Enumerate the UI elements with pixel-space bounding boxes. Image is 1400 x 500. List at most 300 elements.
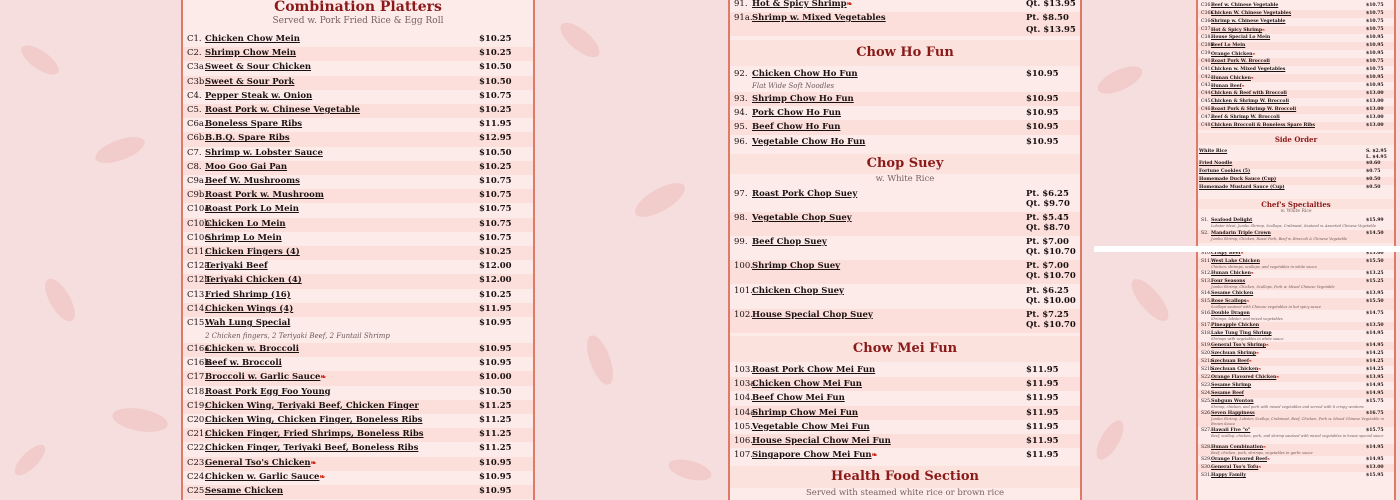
menu-item-row xyxy=(1198,472,1394,480)
item-name[interactable] xyxy=(205,274,302,287)
item-name[interactable] xyxy=(1211,18,1285,26)
item-name-text: Chicken Wings (4) xyxy=(205,303,294,314)
item-name[interactable] xyxy=(1211,382,1251,389)
item-price: $10.95 xyxy=(1366,75,1384,80)
item-price: $12.95 xyxy=(479,133,512,144)
menu-item-row xyxy=(1198,456,1394,464)
menu-item-row xyxy=(183,203,533,217)
item-name[interactable] xyxy=(752,261,840,271)
item-name-text: Sesame Chicken xyxy=(1211,291,1254,296)
item-number: C48. xyxy=(1201,123,1212,128)
menu-item-row xyxy=(1198,82,1394,90)
item-name-text: Chicken & Shrimp W. Broccoli xyxy=(1211,99,1289,104)
menu-item-row xyxy=(1198,10,1394,18)
item-name[interactable] xyxy=(1211,270,1254,277)
menu-item-row xyxy=(730,67,1080,92)
menu-item-row xyxy=(183,189,533,203)
item-number: S29. xyxy=(1201,457,1212,462)
menu-item-row xyxy=(183,90,533,104)
item-name[interactable] xyxy=(205,232,282,245)
item-number: C13. xyxy=(187,289,208,300)
menu-item-row xyxy=(730,448,1080,462)
item-name-text: Chicken w. Broccoli xyxy=(205,344,299,354)
item-number: 104. xyxy=(734,393,753,404)
item-number: 106. xyxy=(734,436,753,446)
item-price: $13.00 xyxy=(1366,465,1384,470)
menu-item-row xyxy=(730,0,1080,12)
menu-item-row xyxy=(183,289,533,303)
item-price: $14.95 xyxy=(1366,391,1384,396)
menu-item-row xyxy=(1198,390,1394,398)
item-number: S26. xyxy=(1201,411,1212,416)
item-name[interactable] xyxy=(205,357,282,370)
menu-item-row xyxy=(1198,177,1394,185)
item-description: Shrimp, chicken, and pork with mixed vegetables and served with 8 crispy wontons xyxy=(1211,405,1364,409)
item-name[interactable] xyxy=(205,61,311,74)
item-name[interactable] xyxy=(1211,106,1296,114)
item-name[interactable] xyxy=(205,104,360,117)
item-name[interactable] xyxy=(1211,2,1278,10)
item-number: C24. xyxy=(187,471,208,482)
item-price: $10.25 xyxy=(479,105,512,115)
menu-item-row xyxy=(730,120,1080,134)
item-name-text: Chicken W. Chinese Vegetables xyxy=(1211,11,1292,16)
item-name[interactable] xyxy=(1211,456,1270,463)
item-price: $10.95 xyxy=(479,344,512,354)
menu-item-row xyxy=(730,420,1080,434)
item-name[interactable] xyxy=(205,317,290,330)
menu-item-row xyxy=(183,33,533,47)
item-name-text: Seven Happiness xyxy=(1211,411,1255,416)
item-price-quart: Qt. $10.70 xyxy=(1026,271,1076,282)
item-price: $14.25 xyxy=(1366,359,1384,364)
side-order-panel xyxy=(1196,0,1396,246)
item-price-quart: Qt. $9.70 xyxy=(1026,198,1070,209)
item-price: $11.95 xyxy=(1026,365,1059,375)
item-name[interactable] xyxy=(1211,464,1261,471)
item-number: 92. xyxy=(734,69,748,79)
item-number: C7. xyxy=(187,147,202,158)
item-number: C38. xyxy=(1201,35,1212,40)
menu-item-row xyxy=(183,104,533,118)
item-name[interactable] xyxy=(1211,330,1272,337)
item-name[interactable] xyxy=(1199,169,1250,175)
item-number: 99. xyxy=(734,237,748,248)
item-number: S11. xyxy=(1201,259,1212,264)
item-number: S23. xyxy=(1201,383,1212,388)
item-name-text: General Tso's Shrimp xyxy=(1211,343,1266,348)
item-number: 98. xyxy=(734,213,748,223)
menu-item-row xyxy=(183,386,533,400)
item-name-text: Fortune Cookies (5) xyxy=(1199,169,1251,174)
item-name-text: Shrimp Lo Mein xyxy=(205,232,282,243)
item-number: C10c. xyxy=(187,232,212,243)
item-price: $16.75 xyxy=(1366,411,1384,416)
item-description: Jumbo Shrimp, Chicken, Scallops, Pork w. Mixed Chinese Vegetable xyxy=(1211,285,1335,289)
item-name[interactable] xyxy=(1211,98,1289,106)
section-title-chefs-specialties: Chef's Specialties xyxy=(1261,200,1331,209)
item-price: $15.25 xyxy=(1366,279,1384,284)
item-name[interactable] xyxy=(205,189,324,202)
item-price: S. $2.95 xyxy=(1366,149,1387,154)
item-number: C9b. xyxy=(187,190,208,201)
menu-item-row xyxy=(1198,310,1394,322)
item-name-text: Roast Pork Egg Foo Young xyxy=(205,386,331,397)
item-name[interactable] xyxy=(752,121,840,133)
item-name[interactable] xyxy=(1211,58,1270,66)
item-number: C36b. xyxy=(1201,11,1215,16)
item-number: C9a. xyxy=(187,176,207,186)
item-name[interactable] xyxy=(1211,358,1252,365)
item-name[interactable] xyxy=(205,414,422,427)
item-name-text: Szechuan Chicken xyxy=(1211,367,1259,372)
menu-item-row xyxy=(1198,18,1394,26)
menu-item-row xyxy=(183,357,533,371)
item-price: Pt. $5.45 xyxy=(1026,213,1069,223)
menu-item-row xyxy=(1198,169,1394,177)
menu-item-row xyxy=(183,274,533,288)
item-name[interactable] xyxy=(1211,390,1244,397)
menu-item-row xyxy=(183,400,533,414)
item-price: $11.95 xyxy=(1026,393,1059,404)
item-number: C5. xyxy=(187,105,202,115)
menu-item-row xyxy=(183,232,533,246)
item-price: $10.00 xyxy=(479,372,512,383)
item-name[interactable] xyxy=(205,343,299,356)
menu-item-row xyxy=(1198,90,1394,98)
item-name[interactable] xyxy=(1211,310,1250,317)
item-name[interactable] xyxy=(205,485,283,498)
item-number: C8. xyxy=(187,161,202,172)
item-name[interactable] xyxy=(205,132,290,145)
item-name-text: Roast Pork w. Chinese Vegetable xyxy=(205,105,360,115)
item-number: C4. xyxy=(187,90,202,101)
item-price: $10.95 xyxy=(1366,43,1384,48)
item-name[interactable] xyxy=(1211,342,1269,349)
item-name[interactable] xyxy=(1211,34,1270,42)
item-name[interactable] xyxy=(752,421,870,433)
item-name[interactable] xyxy=(205,303,293,316)
menu-item-row xyxy=(183,442,533,456)
item-name[interactable] xyxy=(752,107,841,119)
item-name-text: Vegetable Chow Mei Fun xyxy=(752,421,870,432)
item-price: $13.00 xyxy=(1366,107,1384,112)
item-name[interactable] xyxy=(1211,290,1253,297)
item-name[interactable] xyxy=(205,118,302,131)
item-name[interactable] xyxy=(205,203,299,216)
item-name[interactable] xyxy=(1211,298,1250,305)
item-name[interactable] xyxy=(205,246,300,259)
menu-item-row xyxy=(1198,270,1394,278)
item-name-text: Chicken Lo Mein xyxy=(205,218,286,229)
item-name-text: Roast Pork Chop Suey xyxy=(752,188,858,199)
section-title-health-food-band xyxy=(730,466,1080,488)
item-name[interactable] xyxy=(752,136,865,148)
item-name[interactable] xyxy=(752,364,875,376)
item-number: C11. xyxy=(187,247,208,257)
item-price: $14.95 xyxy=(1366,383,1384,388)
item-name[interactable] xyxy=(1211,252,1244,257)
chili-pepper-icon: ❧ xyxy=(1256,351,1260,355)
menu-item-row xyxy=(183,303,533,317)
item-name[interactable] xyxy=(752,189,857,199)
item-name-text: Fried Noodle xyxy=(1199,161,1233,166)
menu-item-row xyxy=(1198,330,1394,342)
item-price: $13.00 xyxy=(1366,99,1384,104)
item-price: $10.95 xyxy=(1026,69,1059,79)
item-number: C42. xyxy=(1201,75,1212,80)
item-price: $15.50 xyxy=(1366,259,1384,264)
item-name[interactable] xyxy=(205,147,323,160)
item-number: S18. xyxy=(1201,331,1212,336)
item-name[interactable] xyxy=(752,93,854,105)
item-number: 93. xyxy=(734,94,748,104)
item-name-text: Rose Scallops xyxy=(1211,299,1247,304)
item-name-text: General Tso's Chicken xyxy=(205,457,311,468)
item-number: S2. xyxy=(1201,231,1209,236)
item-price: $10.75 xyxy=(1366,19,1384,24)
item-name[interactable] xyxy=(752,435,891,447)
item-name[interactable] xyxy=(752,213,852,223)
item-description: Chicken, shrimps, scallops, and vegetables in white sauce xyxy=(1211,265,1317,269)
item-name[interactable] xyxy=(752,68,858,80)
item-price-quart: L. $4.95 xyxy=(1366,154,1387,160)
menu-item-row xyxy=(1198,290,1394,298)
item-number: C46. xyxy=(1201,107,1212,112)
item-name[interactable] xyxy=(1211,278,1245,285)
menu-item-row xyxy=(730,260,1080,284)
item-name[interactable] xyxy=(205,400,419,413)
item-name[interactable] xyxy=(205,175,300,188)
menu-item-row xyxy=(1198,217,1394,230)
section-title-chow-mei-fun: Chow Mei Fun xyxy=(852,341,958,356)
section-title-chow-ho-fun: Chow Ho Fun xyxy=(856,45,954,60)
item-number: C16a. xyxy=(187,344,213,354)
item-price: $13.00 xyxy=(1366,123,1384,128)
item-price: $10.75 xyxy=(479,190,512,201)
item-number: S12. xyxy=(1201,271,1212,276)
item-name[interactable] xyxy=(205,47,296,60)
item-price: $14.95 xyxy=(1366,331,1384,336)
item-name[interactable] xyxy=(1211,427,1250,434)
item-name[interactable] xyxy=(205,260,268,273)
chili-pepper-icon: ❧ xyxy=(1276,375,1280,379)
item-price: $15.99 xyxy=(1366,218,1384,223)
item-number: S20. xyxy=(1201,351,1212,356)
item-name[interactable] xyxy=(1211,410,1255,417)
item-name[interactable] xyxy=(1211,472,1246,479)
item-name[interactable] xyxy=(1211,122,1315,130)
menu-item-row xyxy=(1198,298,1394,310)
item-name[interactable] xyxy=(1211,366,1261,373)
item-name[interactable] xyxy=(1211,398,1254,405)
chili-pepper-icon: ❧ xyxy=(871,451,878,460)
item-number: C19. xyxy=(187,400,208,411)
item-name-text: Beef w. Chinese Vegetable xyxy=(1211,3,1279,8)
item-name[interactable] xyxy=(1211,66,1285,74)
chili-pepper-icon: ❧ xyxy=(1267,457,1271,461)
chili-pepper-icon: ❧ xyxy=(1246,299,1250,303)
item-name[interactable] xyxy=(1199,149,1227,155)
item-name[interactable] xyxy=(205,386,331,399)
item-name[interactable] xyxy=(205,33,300,46)
menu-item-row xyxy=(183,132,533,146)
item-name[interactable] xyxy=(1211,90,1287,98)
item-name[interactable] xyxy=(1199,185,1285,191)
item-number: C10b. xyxy=(187,218,213,229)
item-name-text: Beef Lo Mein xyxy=(1211,43,1246,48)
menu-item-row xyxy=(1198,114,1394,122)
item-name[interactable] xyxy=(205,289,291,302)
item-name[interactable] xyxy=(752,0,852,10)
item-name-text: B.B.Q. Spare Ribs xyxy=(205,133,290,144)
item-price: Pt. $7.25 xyxy=(1026,309,1069,320)
item-price: $10.50 xyxy=(479,62,512,73)
item-name[interactable] xyxy=(752,449,877,461)
menu-item-row xyxy=(1198,366,1394,374)
item-name-text: Beef Chop Suey xyxy=(752,237,827,248)
item-name-text: Hot & Spicy Shrimp xyxy=(1211,28,1263,33)
item-name-text: Hot & Spicy Shrimp xyxy=(752,0,847,9)
item-price: $13.50 xyxy=(1366,323,1384,328)
item-name-text: Happy Family xyxy=(1211,473,1247,478)
item-name[interactable] xyxy=(1211,42,1245,50)
item-price: $13.95 xyxy=(1366,375,1384,380)
item-price: $10.75 xyxy=(479,218,512,229)
menu-item-row xyxy=(183,414,533,428)
item-price: $10.95 xyxy=(479,318,512,328)
item-price: $10.95 xyxy=(1026,94,1059,104)
item-name[interactable] xyxy=(752,407,858,419)
menu-item-row xyxy=(730,285,1080,309)
item-name[interactable] xyxy=(752,237,827,247)
item-name[interactable] xyxy=(1199,177,1276,183)
item-number: 103a. xyxy=(734,379,758,390)
item-name[interactable] xyxy=(752,286,844,296)
item-name-text: Chicken Wing, Teriyaki Beef, Chicken Finger xyxy=(205,400,419,411)
item-name[interactable] xyxy=(1211,444,1266,451)
menu-item-row xyxy=(1198,230,1394,243)
item-name-text: Moo Goo Gai Pan xyxy=(205,161,288,172)
menu-item-row xyxy=(1198,258,1394,270)
item-name-text: General Tso's Tofu xyxy=(1211,465,1259,470)
item-name[interactable] xyxy=(205,428,424,441)
chili-pepper-icon: ❧ xyxy=(1262,28,1266,32)
item-price: $11.25 xyxy=(479,400,512,411)
menu-item-row xyxy=(1198,161,1394,169)
item-price: $10.25 xyxy=(479,48,512,59)
item-number: C25. xyxy=(187,486,208,496)
item-price: $0.60 xyxy=(1366,161,1381,166)
item-number: C36c. xyxy=(1201,19,1215,24)
item-name-text: Orange Flavored Chicken xyxy=(1211,375,1277,380)
item-price: $11.25 xyxy=(479,443,512,454)
item-number: S21b. xyxy=(1201,367,1215,372)
item-name[interactable] xyxy=(205,90,312,103)
item-price: $15.75 xyxy=(1366,428,1384,433)
item-name-text: Homemade Duck Sauce (Cup) xyxy=(1199,177,1277,182)
item-number: C15. xyxy=(187,318,208,328)
item-price: $11.95 xyxy=(1026,450,1059,461)
item-number: C16b. xyxy=(187,358,213,369)
item-description: Beef, scallop, chicken, pork, and shrimp sauteed with mixed vegetables in house special sauce xyxy=(1211,434,1384,438)
item-number: 97. xyxy=(734,188,748,199)
item-price: $11.95 xyxy=(479,119,512,130)
item-name[interactable] xyxy=(1211,322,1259,329)
item-description: Scallops sauteed with Chinese vegetables in hot spicy sauce xyxy=(1211,305,1322,309)
menu-item-row xyxy=(183,118,533,132)
item-price-quart: Qt. $13.95 xyxy=(1026,25,1076,35)
item-name[interactable] xyxy=(1199,161,1232,167)
menu-item-row xyxy=(1198,2,1394,10)
item-name-text: Roast Pork & Shrimp W. Broccoli xyxy=(1211,107,1297,112)
item-price: Pt. $6.25 xyxy=(1026,188,1069,199)
item-name[interactable] xyxy=(752,12,886,24)
item-name[interactable] xyxy=(1211,114,1280,122)
item-price: $11.95 xyxy=(1026,379,1059,390)
item-price: $13.00 xyxy=(1366,115,1384,120)
item-number: C37. xyxy=(1201,27,1212,32)
item-name[interactable] xyxy=(1211,10,1291,18)
menu-item-row xyxy=(730,406,1080,420)
menu-item-row xyxy=(1198,350,1394,358)
item-name-text: Orange Flavored Beef xyxy=(1211,457,1268,462)
item-name[interactable] xyxy=(1211,374,1279,381)
section-title-side-order: Side Order xyxy=(1274,135,1318,144)
menu-item-row xyxy=(183,175,533,189)
item-name-text: Roast Pork Lo Mein xyxy=(205,204,299,215)
section-title-side-order-band xyxy=(1198,133,1394,145)
item-description: 2 Chicken fingers, 2 Teriyaki Beef, 2 Funtail Shrimp xyxy=(205,332,390,340)
item-price: $10.75 xyxy=(1366,3,1384,8)
item-name[interactable] xyxy=(1211,258,1260,265)
item-number: C23. xyxy=(187,457,208,468)
item-name-text: Chicken Wing, Chicken Finger, Boneless Ribs xyxy=(205,415,423,425)
item-name[interactable] xyxy=(752,392,845,404)
item-number: C44. xyxy=(1201,91,1212,96)
item-name-text: Chicken Finger, Teriyaki Beef, Boneless Ribs xyxy=(205,443,419,454)
item-price: $10.95 xyxy=(1026,108,1059,119)
item-number: C22. xyxy=(187,443,208,454)
item-name[interactable] xyxy=(205,371,326,384)
menu-item-row xyxy=(1198,34,1394,42)
item-price: $14.50 xyxy=(1366,231,1384,236)
item-name[interactable] xyxy=(205,161,287,174)
item-price: $10.75 xyxy=(1366,27,1384,32)
chili-pepper-icon: ❧ xyxy=(320,373,327,382)
item-name[interactable] xyxy=(205,457,316,470)
section-title-combination: Combination Platters xyxy=(274,0,442,15)
section-subtitle-combination: Served w. Pork Fried Rice & Egg Roll xyxy=(272,16,444,26)
item-description: Flat Wide Soft Noodles xyxy=(752,82,835,90)
item-name[interactable] xyxy=(205,442,418,455)
item-name[interactable] xyxy=(752,310,873,320)
item-name[interactable] xyxy=(205,218,286,231)
item-name-text: Shrimp Chop Suey xyxy=(752,261,841,272)
item-price: $0.50 xyxy=(1366,177,1381,182)
item-name-text: House Special Chop Suey xyxy=(752,309,873,320)
menu-item-row xyxy=(1198,444,1394,456)
item-name[interactable] xyxy=(752,378,862,390)
item-price: $0.75 xyxy=(1366,169,1381,174)
item-number: C18. xyxy=(187,386,208,397)
chili-pepper-icon: ❧ xyxy=(310,458,317,467)
item-name[interactable] xyxy=(1211,350,1259,357)
item-name-text: Mandarin Triple Crown xyxy=(1211,231,1271,236)
item-name-text: House Special Chow Mei Fun xyxy=(752,436,891,446)
item-name[interactable] xyxy=(205,76,294,89)
item-name[interactable] xyxy=(205,471,325,484)
